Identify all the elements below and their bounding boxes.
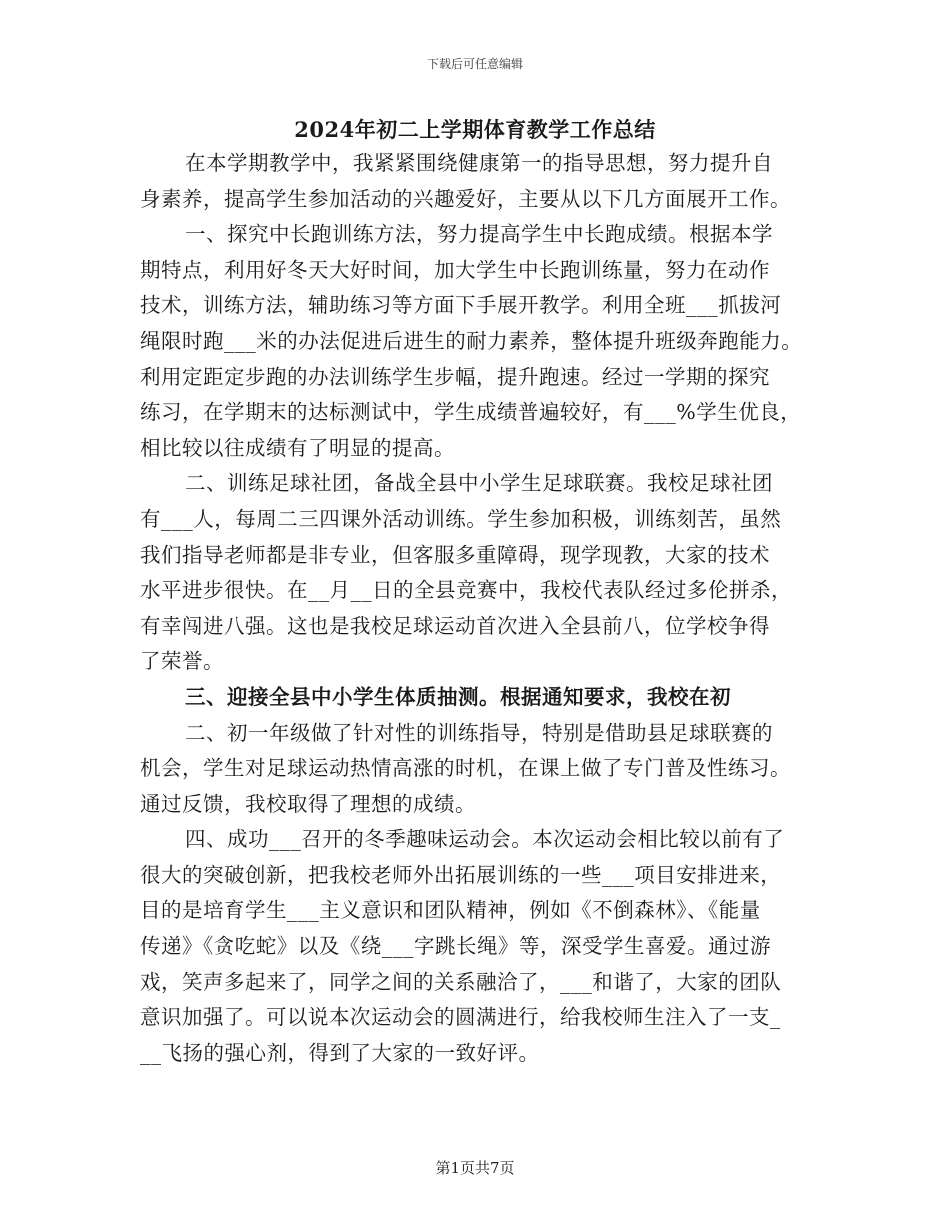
body-line: 利用定距定步跑的办法训练学生步幅，提升跑速。经过一学期的探究 <box>140 364 770 389</box>
body-line: 有幸闯进八强。这也是我校足球运动首次进入全县前八，位学校争得 <box>140 613 770 638</box>
body-line: __飞扬的强心剂，得到了大家的一致好评。 <box>140 1040 540 1065</box>
document-body <box>140 146 815 1071</box>
body-line: 二、初一年级做了针对性的训练指导，特别是借助县足球联赛的 <box>185 720 773 745</box>
body-line: 二、训练足球社团，备战全县中小学生足球联赛。我校足球社团 <box>185 471 773 496</box>
body-line: 练习，在学期末的达标测试中，学生成绩普遍较好，有___%学生优良， <box>140 400 802 425</box>
body-line: 四、成功___召开的冬季趣味运动会。本次运动会相比较以前有了 <box>185 827 785 852</box>
body-line: 戏，笑声多起来了，同学之间的关系融洽了，___和谐了，大家的团队 <box>140 969 782 994</box>
body-line: 我们指导老师都是非专业，但客服多重障碍，现学现教，大家的技术 <box>140 542 770 567</box>
body-line: 了荣誉。 <box>140 649 224 674</box>
body-line: 很大的突破创新，把我校老师外出拓展训练的一些___项目安排进来， <box>140 862 782 887</box>
body-line: 通过反馈，我校取得了理想的成绩。 <box>140 791 476 816</box>
body-line: 技术，训练方法，辅助练习等方面下手展开教学。利用全班___抓拔河 <box>140 293 782 318</box>
body-line: 在本学期教学中，我紧紧围绕健康第一的指导思想，努力提升自 <box>185 151 773 175</box>
body-line: 机会，学生对足球运动热情高涨的时机，在课上做了专门普及性练习。 <box>140 756 791 781</box>
body-line: 身素养，提高学生参加活动的兴趣爱好，主要从以下几方面展开工作。 <box>140 186 791 211</box>
body-line: 目的是培育学生___主义意识和团队精神，例如《不倒森林》、《能量 <box>140 898 761 923</box>
body-line: 绳限时跑___米的办法促进后进生的耐力素养，整体提升班级奔跑能力。 <box>140 328 803 353</box>
body-line: 传递》《贪吃蛇》以及《绕___字跳长绳》等，深受学生喜爱。通过游 <box>140 934 771 959</box>
body-line: 相比较以往成绩有了明显的提高。 <box>140 435 455 460</box>
body-line: 意识加强了。可以说本次运动会的圆满进行，给我校师生注入了一支_ <box>140 1005 781 1030</box>
document-title: 2024年初二上学期体育教学工作总结 <box>294 117 656 142</box>
body-line: 一、探究中长跑训练方法，努力提高学生中长跑成绩。根据本学 <box>185 222 773 247</box>
page-number: 第1页共7页 <box>435 1159 515 1177</box>
body-line: 水平进步很快。在__月__日的全县竞赛中，我校代表队经过多伦拼杀， <box>140 578 792 603</box>
body-line: 有___人，每周二三四课外活动训练。学生参加积极，训练刻苦，虽然 <box>140 506 782 531</box>
body-line: 期特点，利用好冬天大好时间，加大学生中长跑训练量，努力在动作 <box>140 257 770 282</box>
section-heading-line: 三、迎接全县中小学生体质抽测。根据通知要求，我校在初 <box>185 684 731 709</box>
page-header-note: 下载后可任意编辑 <box>426 57 523 71</box>
